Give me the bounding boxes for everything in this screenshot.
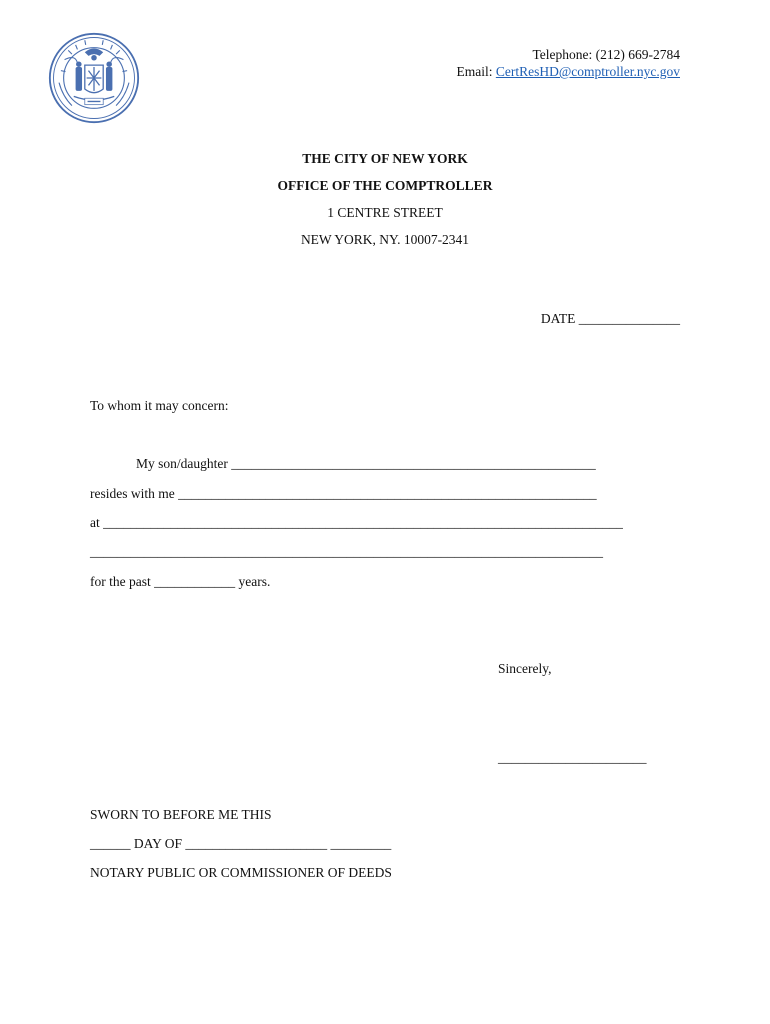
- city-state-zip: NEW YORK, NY. 10007-2341: [300, 232, 470, 247]
- day-of-field[interactable]: ______ DAY OF _____________________ _________: [90, 836, 392, 851]
- address-continuation-field[interactable]: ____________________________________________________________________________: [90, 544, 603, 559]
- closing-sincerely: Sincerely,: [498, 661, 552, 676]
- notary-title: NOTARY PUBLIC OR COMMISSIONER OF DEEDS: [90, 865, 392, 880]
- email-line: [456, 63, 680, 80]
- son-daughter-field[interactable]: My son/daughter ______________________________________________________: [136, 456, 596, 471]
- sworn-statement: SWORN TO BEFORE ME THIS: [90, 807, 272, 822]
- address-field[interactable]: at _____________________________________________________________________________: [90, 515, 623, 530]
- resides-with-field[interactable]: resides with me ______________________________________________________________: [90, 486, 597, 501]
- letterhead: [0, 150, 770, 258]
- telephone-text: Telephone: (212) 669-2784: [532, 47, 680, 62]
- street-address: 1 CENTRE STREET: [327, 205, 443, 220]
- signature-line[interactable]: ______________________: [498, 750, 647, 765]
- nyc-seal-icon: [48, 32, 140, 124]
- email-link[interactable]: CertResHD@comptroller.nyc.gov: [495, 64, 680, 79]
- office-name: OFFICE OF THE COMPTROLLER: [277, 178, 493, 193]
- contact-block: [456, 46, 680, 80]
- city-name: THE CITY OF NEW YORK: [302, 151, 468, 166]
- email-label: Email:: [456, 64, 496, 79]
- years-field[interactable]: for the past ____________ years.: [90, 574, 271, 589]
- date-field[interactable]: DATE _______________: [540, 311, 680, 326]
- salutation: To whom it may concern:: [90, 398, 229, 413]
